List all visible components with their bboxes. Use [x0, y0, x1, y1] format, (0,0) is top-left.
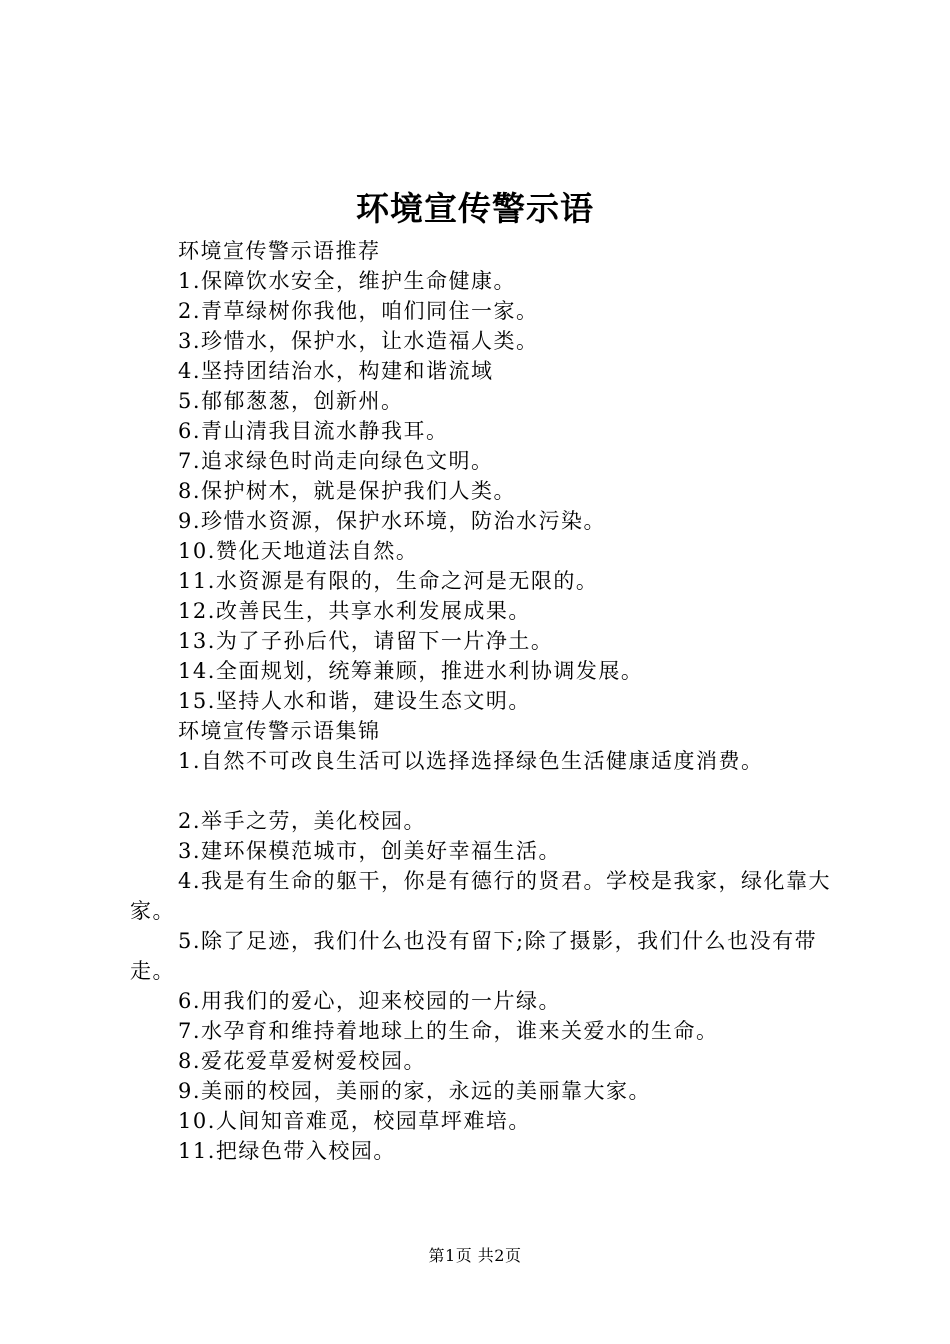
slogan-list-recommend — [130, 266, 845, 716]
list-item: 6.青山清我目流水静我耳。 — [178, 419, 449, 443]
list-item: 10.赞化天地道法自然。 — [178, 539, 419, 563]
list-item: 3.建环保模范城市，创美好幸福生活。 — [178, 839, 562, 863]
list-item: 13.为了子孙后代，请留下一片净土。 — [178, 629, 554, 653]
slogan-list-collection — [130, 746, 845, 1166]
list-item: 12.改善民生，共享水利发展成果。 — [178, 599, 531, 623]
page-number: 第1页 共2页 — [428, 1246, 522, 1265]
list-item: 9.珍惜水资源，保护水环境，防治水污染。 — [178, 509, 607, 533]
list-item: 1.保障饮水安全，维护生命健康。 — [178, 269, 517, 293]
list-item: 10.人间知音难觅，校园草坪难培。 — [178, 1109, 531, 1133]
list-item: 4.坚持团结治水，构建和谐流域 — [178, 359, 494, 383]
page-title: 环境宣传警示语 — [356, 189, 594, 228]
list-item: 4.我是有生命的躯干，你是有德行的贤君。学校是我家，绿化靠大家。 — [130, 869, 832, 923]
list-item: 11.把绿色带入校园。 — [178, 1139, 396, 1163]
list-item: 5.郁郁葱葱，创新州。 — [178, 389, 404, 413]
blank-line — [130, 776, 845, 806]
list-item: 7.水孕育和维持着地球上的生命，谁来关爱水的生命。 — [178, 1019, 719, 1043]
section-heading-recommend: 环境宣传警示语推荐 — [178, 239, 381, 263]
document-body — [130, 236, 845, 1166]
list-item: 2.青草绿树你我他，咱们同住一家。 — [178, 299, 539, 323]
list-item: 5.除了足迹，我们什么也没有留下;除了摄影，我们什么也没有带走。 — [130, 929, 818, 983]
list-item: 3.珍惜水，保护水，让水造福人类。 — [178, 329, 539, 353]
list-item: 1.自然不可改良生活可以选择选择绿色生活健康适度消费。 — [178, 749, 764, 773]
section-heading-collection: 环境宣传警示语集锦 — [178, 719, 381, 743]
list-item: 8.爱花爱草爱树爱校园。 — [178, 1049, 427, 1073]
list-item: 11.水资源是有限的，生命之河是无限的。 — [178, 569, 599, 593]
list-item: 2.举手之劳，美化校园。 — [178, 809, 427, 833]
list-item: 9.美丽的校园，美丽的家，永远的美丽靠大家。 — [178, 1079, 652, 1103]
list-item: 14.全面规划，统筹兼顾，推进水利协调发展。 — [178, 659, 644, 683]
list-item: 15.坚持人水和谐，建设生态文明。 — [178, 689, 531, 713]
list-item: 7.追求绿色时尚走向绿色文明。 — [178, 449, 494, 473]
list-item: 6.用我们的爱心，迎来校园的一片绿。 — [178, 989, 562, 1013]
list-item: 8.保护树木，就是保护我们人类。 — [178, 479, 517, 503]
